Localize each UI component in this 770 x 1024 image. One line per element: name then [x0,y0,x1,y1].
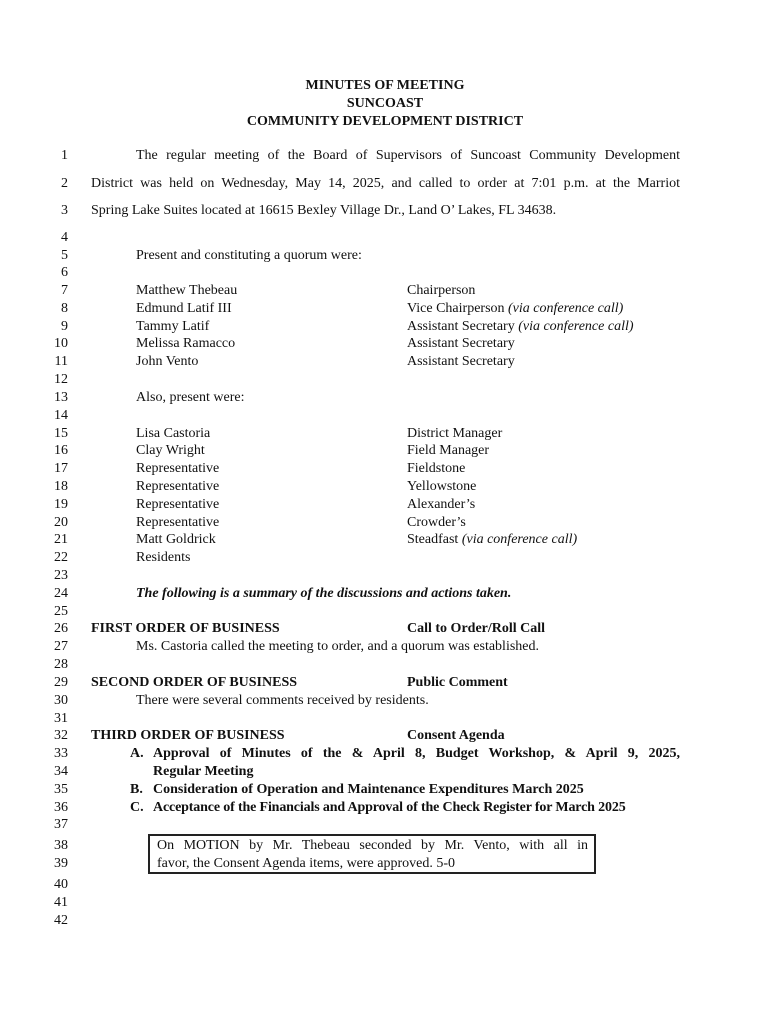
title-minutes: MINUTES OF MEETING [305,78,465,93]
attendee-role: Alexander’s [407,497,476,512]
line-number: 30 [54,693,68,708]
motion-text-line-2: favor, the Consent Agenda items, were approved. 5-0 [157,856,456,871]
third-order-heading: THIRD ORDER OF BUSINESS [91,728,285,743]
attendee-name: Melissa Ramacco [136,336,236,351]
attendee-role: Yellowstone [407,479,477,494]
line-number: 35 [54,782,68,797]
line-number: 9 [61,319,68,334]
attendee-note: (via conference call) [508,301,624,316]
attendee-role: Chairperson [407,283,476,298]
second-order-heading: SECOND ORDER OF BUSINESS [91,675,298,690]
agenda-item-letter: B. [130,782,143,797]
line-number: 29 [54,675,68,690]
attendee-name: Residents [136,550,191,565]
line-number: 22 [54,550,68,565]
attendee-name: Clay Wright [136,443,205,458]
also-present-heading: Also, present were: [136,390,245,405]
line-number: 17 [54,461,68,476]
line-number: 8 [61,301,68,316]
line-number: 41 [54,895,68,910]
attendee-role: Steadfast (via conference call) [407,532,578,547]
agenda-item-text: Approval of Minutes of the & April 8, Budget Workshop, & April 9, 2025, [153,746,680,761]
attendee-role: Assistant Secretary [407,354,515,369]
agenda-item-text-cont: Regular Meeting [153,764,254,779]
attendee-name: Edmund Latif III [136,301,232,316]
title-district-name: SUNCOAST [346,96,424,111]
attendee-role: Vice Chairperson (via conference call) [407,301,624,316]
line-number: 34 [54,764,68,779]
attendee-name: John Vento [136,354,199,369]
line-number: 42 [54,913,68,928]
line-number: 21 [54,532,68,547]
line-number: 11 [54,354,68,369]
line-number: 3 [61,203,68,218]
agenda-item-letter: A. [130,746,144,761]
summary-note: The following is a summary of the discussions and actions taken. [136,586,512,601]
intro-line-2: District was held on Wednesday, May 14, 2025, and called to order at 7:01 p.m. at the Marriot [91,176,680,191]
line-number: 12 [54,372,68,387]
agenda-item-letter: C. [130,800,144,815]
first-order-text: Ms. Castoria called the meeting to order, and a quorum was established. [136,639,539,654]
first-order-heading: FIRST ORDER OF BUSINESS [91,621,280,636]
line-number: 14 [54,408,68,423]
attendee-role: Crowder’s [407,515,466,530]
line-number: 1 [61,148,68,163]
line-number: 10 [54,336,68,351]
attendee-note: (via conference call) [461,532,578,547]
line-number: 31 [54,711,68,726]
second-order-title: Public Comment [407,675,508,690]
line-number: 6 [61,265,68,280]
line-number: 26 [54,621,68,636]
line-number: 23 [54,568,68,583]
attendee-name: Tammy Latif [136,319,210,334]
attendee-name: Representative [136,515,220,530]
line-number: 36 [54,800,68,815]
line-number: 32 [54,728,68,743]
third-order-title: Consent Agenda [407,728,505,743]
attendee-name: Matthew Thebeau [136,283,238,298]
line-number: 13 [54,390,68,405]
line-number: 40 [54,877,68,892]
line-number: 25 [54,604,68,619]
line-number: 24 [54,586,68,601]
agenda-item-text: Acceptance of the Financials and Approval of the Check Register for March 2025 [153,800,626,815]
present-heading: Present and constituting a quorum were: [136,248,362,263]
title-cdd: COMMUNITY DEVELOPMENT DISTRICT [246,114,524,129]
attendee-name: Representative [136,479,220,494]
intro-line-1: The regular meeting of the Board of Supervisors of Suncoast Community Development [136,148,680,163]
line-number: 20 [54,515,68,530]
agenda-item-text: Consideration of Operation and Maintenance Expenditures March 2025 [153,782,584,797]
attendee-role: Assistant Secretary (via conference call) [407,319,634,334]
attendee-name: Representative [136,497,220,512]
second-order-text: There were several comments received by residents. [136,693,429,708]
attendee-name: Representative [136,461,220,476]
line-number: 37 [54,817,68,832]
line-number: 18 [54,479,68,494]
attendee-role: Fieldstone [407,461,466,476]
first-order-title: Call to Order/Roll Call [407,621,546,636]
attendee-note: (via conference call) [518,319,634,334]
attendee-role: Assistant Secretary [407,336,515,351]
intro-line-3: Spring Lake Suites located at 16615 Bexley Village Dr., Land O’ Lakes, FL 34638. [91,203,557,218]
line-number: 19 [54,497,68,512]
line-number: 2 [61,176,68,191]
line-number: 27 [54,639,68,654]
line-number: 28 [54,657,68,672]
line-number: 39 [54,856,68,871]
attendee-role: Field Manager [407,443,490,458]
attendee-name: Matt Goldrick [136,532,216,547]
line-number: 5 [61,248,68,263]
line-number: 15 [54,426,68,441]
line-number: 7 [61,283,68,298]
line-number: 33 [54,746,68,761]
attendee-role: District Manager [407,426,503,441]
attendee-name: Lisa Castoria [136,426,211,441]
line-number: 38 [54,838,68,853]
line-number: 4 [61,230,68,245]
motion-text-line-1: On MOTION by Mr. Thebeau seconded by Mr. Vento, with all in [157,838,588,853]
line-number: 16 [54,443,68,458]
